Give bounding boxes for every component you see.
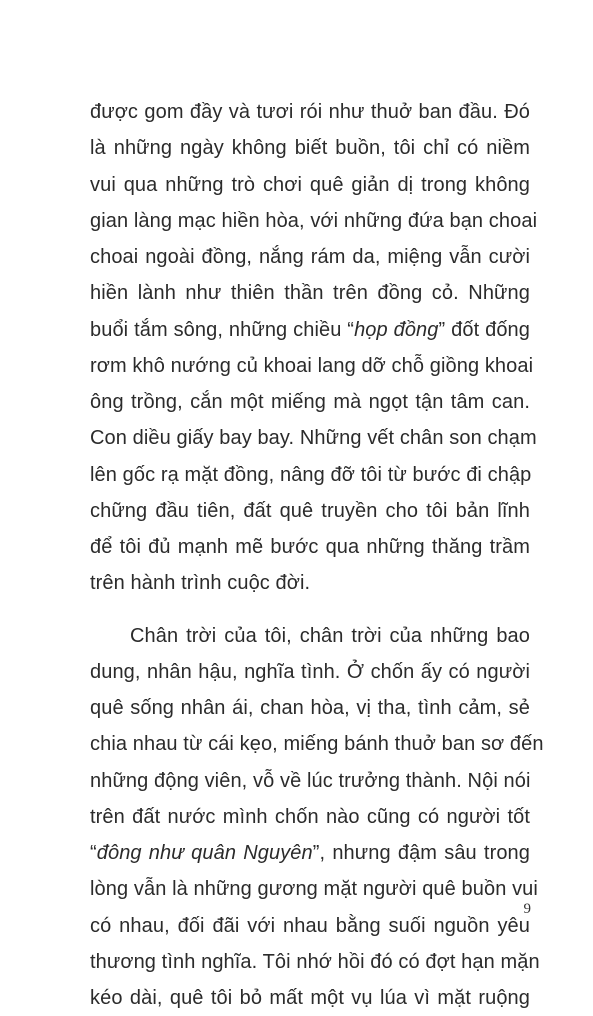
- text-line: [90, 980, 530, 1016]
- text-segment: buổi tắm sông, những chiều “: [90, 319, 354, 341]
- text-line: [90, 908, 530, 944]
- text-segment: ” đốt đống: [439, 319, 531, 341]
- text-segment: trên đất nước mình chốn nào cũng có người tốt: [90, 806, 530, 828]
- text-segment: lòng vẫn là những gương mặt người quê buồn vui: [90, 878, 538, 900]
- text-segment: chia nhau từ cái kẹo, miếng bánh thuở ban sơ đến: [90, 733, 544, 755]
- text-line: [90, 203, 530, 239]
- italic-text: họp đồng: [354, 319, 438, 341]
- paragraph: [90, 618, 530, 1016]
- text-segment: là những ngày không biết buồn, tôi chỉ có niềm: [90, 137, 530, 159]
- text-segment: kéo dài, quê tôi bỏ mất một vụ lúa vì mặt ruộng: [90, 987, 530, 1009]
- text-segment: lên gốc rạ mặt đồng, nâng đỡ tôi từ bước đi chập: [90, 464, 531, 486]
- text-line: [90, 130, 530, 166]
- text-line: [90, 799, 530, 835]
- text-line: [90, 457, 530, 493]
- text-segment: thương tình nghĩa. Tôi nhớ hồi đó có đợt hạn mặn: [90, 951, 540, 973]
- body-text: [90, 94, 530, 1016]
- paragraph: [90, 94, 530, 602]
- text-line: [90, 239, 530, 275]
- text-segment: được gom đầy và tươi rói như thuở ban đầu. Đó: [90, 101, 530, 123]
- text-line: [90, 493, 530, 529]
- italic-text: đông như quân Nguyên: [97, 842, 313, 864]
- text-line: [90, 529, 530, 565]
- text-segment: có nhau, đối đãi với nhau bằng suối nguồn yêu: [90, 915, 530, 937]
- text-line: [90, 348, 530, 384]
- text-segment: để tôi đủ mạnh mẽ bước qua những thăng trầm: [90, 536, 530, 558]
- text-segment: Chân trời của tôi, chân trời của những bao: [130, 625, 530, 647]
- text-segment: trên hành trình cuộc đời.: [90, 572, 310, 594]
- text-line: [90, 565, 530, 601]
- page-number: 9: [524, 901, 532, 918]
- text-line: [90, 690, 530, 726]
- text-segment: chững đầu tiên, đất quê truyền cho tôi bản lĩnh: [90, 500, 530, 522]
- text-segment: ông trồng, cắn một miếng mà ngọt tận tâm can.: [90, 391, 530, 413]
- text-line: [90, 763, 530, 799]
- text-line: [90, 384, 530, 420]
- text-line: [90, 726, 530, 762]
- text-segment: Con diều giấy bay bay. Những vết chân son chạm: [90, 427, 537, 449]
- text-segment: choai ngoài đồng, nắng rám da, miệng vẫn cười: [90, 246, 530, 268]
- text-segment: những động viên, vỗ về lúc trưởng thành. Nội nói: [90, 770, 531, 792]
- text-segment: rơm khô nướng củ khoai lang dỡ chỗ giồng khoai: [90, 355, 533, 377]
- text-line: [90, 871, 530, 907]
- text-line: [90, 944, 530, 980]
- text-segment: hiền lành như thiên thần trên đồng cỏ. Những: [90, 282, 530, 304]
- text-segment: vui qua những trò chơi quê giản dị trong không: [90, 174, 530, 196]
- text-segment: gian làng mạc hiền hòa, với những đứa bạn choai: [90, 210, 537, 232]
- text-line: [90, 94, 530, 130]
- text-segment: quê sống nhân ái, chan hòa, vị tha, tình cảm, sẻ: [90, 697, 530, 719]
- text-line: [90, 167, 530, 203]
- text-segment: ”, nhưng đậm sâu trong: [313, 842, 530, 864]
- text-line: [90, 654, 530, 690]
- text-line: [90, 312, 530, 348]
- text-line: [90, 835, 530, 871]
- text-line: [90, 420, 530, 456]
- text-segment: dung, nhân hậu, nghĩa tình. Ở chốn ấy có người: [90, 661, 530, 683]
- text-line: [90, 275, 530, 311]
- text-line: [90, 618, 530, 654]
- text-segment: “: [90, 842, 97, 864]
